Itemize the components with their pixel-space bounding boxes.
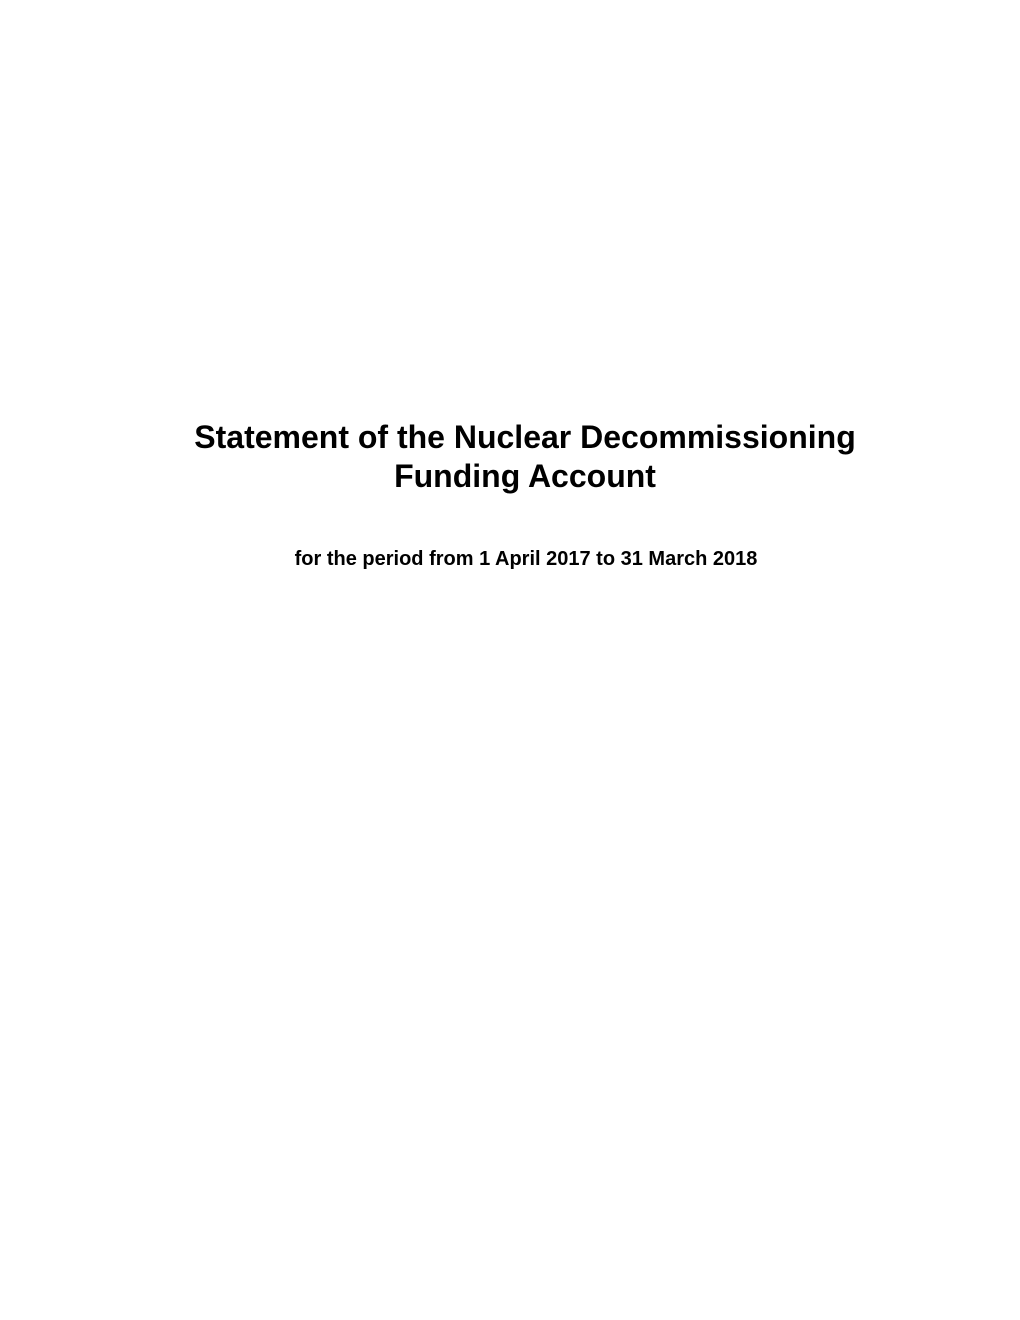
title-line-2: Funding Account xyxy=(394,458,656,494)
document-title xyxy=(0,418,1020,496)
title-line-1: Statement of the Nuclear Decommissioning xyxy=(194,419,856,455)
period-subtitle: for the period from 1 April 2017 to 31 March 2018 xyxy=(294,548,758,570)
